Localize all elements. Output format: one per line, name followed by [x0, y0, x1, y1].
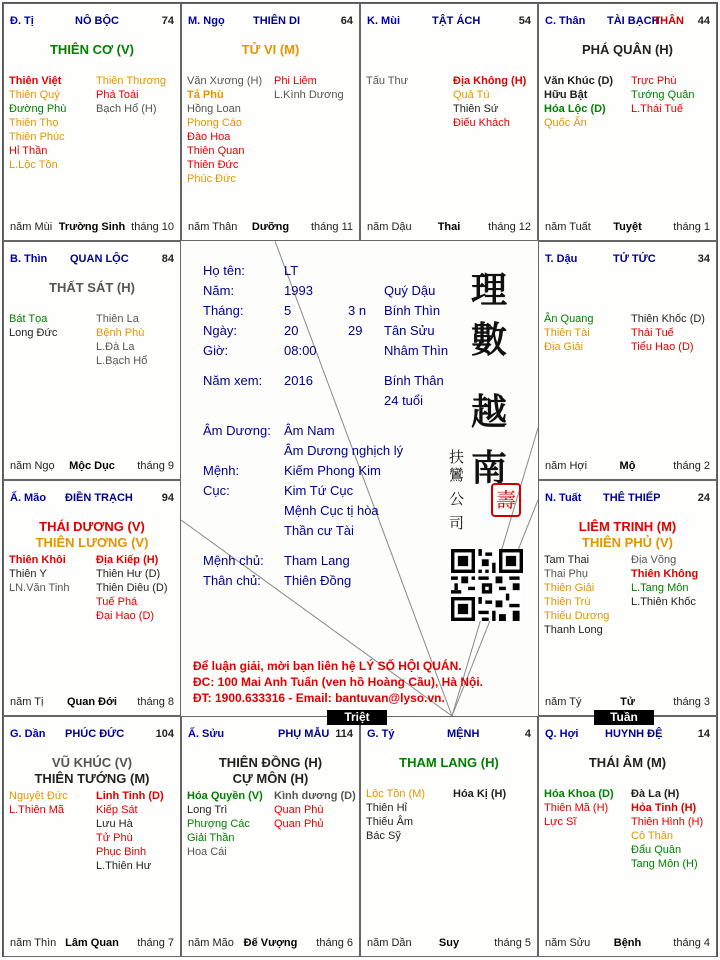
palace-ty	[360, 716, 538, 957]
palace-name: ĐIỀN TRẠCH	[65, 492, 133, 504]
minor-star: Địa Võng	[631, 554, 677, 566]
minor-star: Long Đức	[9, 327, 58, 339]
minor-star: Điếu Khách	[453, 117, 510, 129]
minor-stars-left	[9, 789, 68, 817]
minor-star: Đẩu Quân	[631, 844, 682, 856]
major-star: THÁI DƯƠNG (V)	[39, 519, 145, 534]
palace-year: năm Tị	[10, 696, 44, 708]
palace-name: TÀI BẠCH	[607, 15, 660, 27]
palace-footer	[188, 937, 353, 951]
minor-star: Bệnh Phù	[96, 327, 145, 339]
palace-month: tháng 11	[310, 221, 353, 233]
calligraphy-small-3: 公	[449, 490, 465, 508]
minor-star: Bạch Hổ (H)	[96, 103, 157, 115]
qr-code-icon[interactable]	[451, 549, 523, 621]
view-year-label: Năm xem:	[203, 373, 263, 388]
amduong-note: Âm Dương nghịch lý	[284, 443, 404, 458]
minor-star: Tử Phù	[96, 832, 133, 844]
minor-star: Đại Hao (D)	[96, 610, 155, 622]
palace-name: PHỤ MẪU	[278, 728, 330, 740]
palace-number: 34	[697, 253, 710, 265]
minor-star: Kiếp Sát	[96, 804, 138, 816]
palace-month: tháng 2	[673, 460, 710, 472]
age-value: 24 tuổi	[384, 393, 424, 408]
palace-number: 44	[697, 15, 710, 27]
than-chu-label: Thân chủ:	[203, 573, 261, 588]
minor-star: Thiên Giải	[544, 582, 595, 594]
red-seal-stamp: 壽	[491, 483, 521, 517]
minor-star: Trực Phù	[631, 75, 677, 87]
palace-stage: Đế Vượng	[243, 937, 298, 949]
palace-header	[10, 492, 174, 506]
palace-branch: Ấ. Sửu	[188, 728, 225, 740]
minor-stars-right	[274, 789, 356, 831]
minor-star: Thiên Quan	[187, 145, 245, 157]
palace-footer	[10, 937, 174, 951]
month-canchi: Bính Thìn	[384, 303, 441, 318]
major-star: THÁI ÂM (M)	[588, 755, 667, 770]
palace-stage: Trường Sinh	[58, 221, 126, 233]
minor-star: Thiên Y	[9, 568, 47, 580]
major-star: THIÊN TƯỚNG (M)	[34, 771, 150, 786]
palace-month: tháng 10	[131, 221, 174, 233]
minor-star: Hữu Bật	[544, 89, 588, 101]
contact-address: ĐC: 100 Mai Anh Tuấn (ven hồ Hoàng Cầu), Hà Nội.	[193, 675, 484, 689]
minor-stars-left	[9, 312, 57, 340]
minor-star: Phượng Các	[187, 818, 250, 830]
minor-star: Long Trì	[187, 804, 228, 816]
palace-header	[545, 253, 710, 267]
minor-star: Đào Hoa	[187, 131, 231, 143]
minor-star: Phong Cáo	[187, 117, 243, 129]
minor-star: Bát Tọa	[9, 313, 48, 325]
minor-star: Thiên Quý	[9, 89, 60, 101]
palace-stage: Tuyệt	[613, 221, 642, 233]
hour-canchi: Nhâm Thìn	[384, 343, 449, 358]
minor-star: Thiên Tài	[544, 327, 590, 339]
palace-footer	[188, 221, 353, 235]
palace-footer	[545, 937, 710, 951]
palace-number: 54	[518, 15, 531, 27]
palace-footer	[367, 221, 531, 235]
palace-footer	[545, 696, 710, 710]
major-star: THIÊN LƯƠNG (V)	[35, 535, 149, 550]
minor-stars-left	[544, 553, 609, 637]
palace-name: THIÊN DI	[253, 15, 301, 27]
minor-star: Hồng Loan	[187, 103, 241, 115]
minor-star: Phá Toái	[96, 89, 139, 101]
calligraphy-small-2: 鸞	[449, 466, 465, 484]
minor-star: Địa Giải	[544, 341, 584, 353]
cuc-value: Kim Tứ Cục	[284, 483, 354, 498]
major-star: PHÁ QUÂN (H)	[582, 42, 673, 57]
palace-number: 94	[161, 492, 174, 504]
palace-footer	[10, 460, 174, 474]
minor-star: Cô Thần	[631, 830, 673, 842]
minor-star: Quả Tú	[453, 89, 490, 101]
major-star: THAM LANG (H)	[399, 755, 499, 770]
palace-month: tháng 12	[488, 221, 531, 233]
palace-year: năm Ngọ	[10, 460, 55, 472]
minor-star: L.Thái Tuế	[631, 103, 683, 115]
minor-stars-left	[366, 74, 408, 88]
palace-year: năm Dậu	[367, 221, 412, 233]
minor-star: Tam Thai	[544, 554, 590, 566]
minor-star: Quan Phủ	[274, 818, 324, 830]
minor-star: Thiếu Âm	[366, 816, 414, 828]
palace-header	[188, 728, 353, 742]
minor-star: Giải Thần	[187, 832, 235, 844]
name-label: Họ tên:	[203, 263, 245, 278]
palace-branch: G. Tý	[367, 728, 395, 740]
minor-star: Tấu Thư	[366, 75, 409, 87]
day-label: Ngày:	[203, 323, 237, 338]
than-marker: THÂN	[653, 15, 684, 27]
month-note: 3 n	[348, 303, 367, 318]
minor-star: Quan Phù	[274, 804, 324, 816]
palace-stage: Suy	[438, 937, 460, 949]
minor-star: L.Tang Môn	[631, 582, 689, 594]
minor-star: L.Bạch Hổ	[96, 355, 148, 367]
than-cu-note: Thần cư Tài	[284, 523, 354, 538]
palace-month: tháng 1	[673, 221, 710, 233]
minor-star: Thiên Khôi	[9, 554, 66, 566]
palace-ngo	[181, 3, 360, 241]
palace-footer	[545, 460, 710, 474]
minor-stars-right	[631, 312, 705, 354]
major-star: TỬ VI (M)	[241, 42, 300, 57]
minor-star: Thiên Hình (H)	[631, 816, 704, 828]
minor-star: Đường Phù	[9, 103, 67, 115]
major-star: THIÊN CƠ (V)	[49, 42, 135, 57]
minor-star: L.Thiên Khốc	[631, 596, 696, 608]
palace-dau	[538, 241, 717, 480]
year-label: Năm:	[203, 283, 235, 298]
palace-name: QUAN LỘC	[70, 253, 129, 265]
minor-star: Ân Quang	[544, 313, 594, 325]
minor-stars-left	[9, 553, 70, 595]
minor-star: Lực Sĩ	[544, 816, 577, 828]
minor-star: L.Đà La	[96, 341, 135, 353]
minor-star: Địa Kiếp (H)	[96, 554, 159, 566]
palace-branch: K. Mùi	[367, 15, 400, 27]
minor-star: Thiên Sứ	[453, 103, 499, 115]
palace-year: năm Hợi	[545, 460, 588, 472]
minor-star: Tướng Quân	[631, 89, 695, 101]
palace-number: 64	[340, 15, 353, 27]
palace-number: 104	[155, 728, 174, 740]
palace-header	[545, 492, 710, 506]
month-value: 5	[284, 303, 292, 318]
minor-star: Thái Tuế	[631, 327, 674, 339]
palace-month: tháng 4	[673, 937, 710, 949]
minor-stars-left	[187, 789, 263, 859]
minor-star: Thiên Việt	[9, 75, 62, 87]
palace-year: năm Thìn	[10, 937, 57, 949]
minor-stars-left	[544, 74, 613, 130]
palace-header	[367, 728, 531, 742]
minor-star: Kình dương (D)	[274, 790, 356, 802]
palace-month: tháng 7	[137, 937, 174, 949]
palace-footer	[10, 696, 174, 710]
minor-star: Linh Tinh (D)	[96, 790, 164, 802]
minor-stars-left	[9, 74, 66, 172]
minor-star: Thiên Phúc	[9, 131, 65, 143]
minor-star: Thiên Thương	[96, 75, 167, 87]
palace-branch: T. Dậu	[545, 253, 578, 265]
minor-star: Thiên Mã (H)	[544, 802, 609, 814]
palace-name: MỆNH	[447, 728, 480, 740]
minor-star: Văn Khúc (D)	[544, 75, 614, 87]
minor-star: Đà La (H)	[631, 788, 680, 800]
menh-chu-value: Tham Lang	[284, 553, 350, 568]
center-info-panel	[181, 241, 538, 716]
palace-thin	[3, 241, 181, 480]
palace-footer	[367, 937, 531, 951]
palace-header	[10, 728, 174, 742]
palace-stage: Mộ	[619, 460, 636, 472]
minor-stars-left	[366, 787, 425, 843]
palace-branch: Đ. Tị	[10, 15, 34, 27]
palace-name: NÔ BỘC	[75, 15, 119, 27]
minor-star: LN.Văn Tinh	[9, 582, 70, 594]
minor-star: Thiên Hỉ	[366, 802, 407, 814]
palace-year: năm Thân	[188, 221, 238, 233]
major-star: THIÊN ĐỒNG (H)	[218, 755, 323, 770]
minor-star: Thiên Thọ	[9, 117, 59, 129]
palace-hoi	[538, 716, 717, 957]
palace-month: tháng 9	[137, 460, 174, 472]
minor-star: Hóa Lộc (D)	[544, 103, 606, 115]
palace-header	[188, 15, 353, 29]
minor-star: Thiên Đức	[187, 159, 239, 171]
minor-star: Địa Không (H)	[453, 75, 527, 87]
palace-suu	[181, 716, 360, 957]
palace-ti	[3, 3, 181, 241]
palace-stage: Quan Đới	[67, 696, 117, 708]
menh-value: Kiếm Phong Kim	[284, 463, 381, 478]
minor-star: L.Thiên Mã	[9, 804, 65, 816]
minor-stars-right	[274, 74, 344, 102]
palace-number: 114	[335, 728, 353, 740]
hour-value: 08:00	[284, 343, 317, 358]
minor-star: Hỏa Tinh (H)	[631, 802, 697, 814]
minor-stars-right	[453, 787, 506, 801]
calligraphy-1: 理	[471, 269, 508, 311]
view-year-value: 2016	[284, 373, 313, 388]
amduong-label: Âm Dương:	[203, 423, 271, 438]
minor-stars-left	[544, 312, 594, 354]
minor-star: Thanh Long	[544, 624, 603, 636]
palace-year: năm Mão	[188, 937, 234, 949]
palace-stage: Mộc Dục	[69, 460, 115, 472]
palace-year: năm Dần	[367, 937, 412, 949]
minor-star: Thiên Không	[631, 568, 699, 580]
minor-star: Bác Sỹ	[366, 830, 401, 842]
major-star: THẤT SÁT (H)	[49, 280, 135, 295]
major-star: THIÊN PHỦ (V)	[582, 535, 673, 550]
major-star: VŨ KHÚC (V)	[51, 755, 133, 770]
minor-star: Tang Môn (H)	[631, 858, 698, 870]
palace-stage: Tử	[620, 696, 635, 708]
palace-month: tháng 8	[137, 696, 174, 708]
palace-stage: Lâm Quan	[65, 937, 119, 949]
minor-stars-right	[453, 74, 526, 130]
contact-line-1: Để luận giải, mời bạn liên hệ LÝ SỐ HỘI QUÁN.	[193, 659, 462, 673]
palace-footer	[10, 221, 174, 235]
minor-star: Quốc Ấn	[544, 117, 587, 129]
year-canchi: Quý Dậu	[384, 283, 436, 298]
calligraphy-4: 南	[471, 447, 508, 489]
palace-name: PHÚC ĐỨC	[65, 728, 125, 740]
palace-branch: M. Ngọ	[188, 15, 225, 27]
palace-name: TỬ TỨC	[613, 253, 656, 265]
day-lunar: 29	[348, 323, 363, 338]
triet-tag: Triệt	[327, 710, 387, 725]
minor-star: Thiếu Dương	[544, 610, 610, 622]
minor-stars-left	[187, 74, 262, 186]
minor-star: Tả Phù	[187, 89, 224, 101]
contact-phone-email: ĐT: 1900.633316 - Email: bantuvan@lyso.vn.	[193, 691, 445, 705]
palace-stage: Bệnh	[613, 937, 642, 949]
palace-header	[545, 15, 710, 29]
minor-stars-right	[96, 789, 164, 873]
minor-star: Thiên Khốc (D)	[631, 313, 705, 325]
minor-stars-left	[544, 787, 614, 829]
calligraphy-2: 數	[471, 319, 508, 361]
day-value: 20	[284, 323, 299, 338]
menh-chu-label: Mệnh chủ:	[203, 553, 264, 568]
minor-star: Phúc Đức	[187, 173, 236, 185]
minor-stars-right	[96, 312, 147, 368]
palace-month: tháng 3	[673, 696, 710, 708]
than-chu-value: Thiên Đồng	[284, 573, 352, 588]
minor-star: Thiên La	[96, 313, 139, 325]
minor-star: Nguyệt Đức	[9, 790, 68, 802]
palace-than	[538, 3, 717, 241]
minor-stars-right	[631, 787, 703, 871]
palace-year: năm Sửu	[545, 937, 591, 949]
palace-branch: C. Thân	[545, 15, 586, 27]
minor-star: Hỉ Thần	[9, 145, 48, 157]
palace-stage: Thai	[437, 221, 461, 233]
palace-branch: B. Thìn	[10, 253, 48, 265]
minor-star: Tiểu Hao (D)	[631, 341, 694, 353]
major-star: LIÊM TRINH (M)	[578, 519, 677, 534]
cuc-note: Mệnh Cục tị hòa	[284, 503, 379, 518]
palace-number: 4	[524, 728, 531, 740]
palace-month: tháng 5	[494, 937, 531, 949]
month-label: Tháng:	[203, 303, 244, 318]
palace-branch: Q. Hợi	[545, 728, 579, 740]
palace-name: TẬT ÁCH	[432, 15, 481, 27]
palace-header	[10, 15, 174, 29]
minor-star: Thiên Hư (D)	[96, 568, 161, 580]
minor-stars-right	[631, 74, 695, 116]
palace-header	[10, 253, 174, 267]
minor-star: L.Kình Dương	[274, 89, 344, 101]
palace-year: năm Tý	[545, 696, 582, 708]
palace-number: 74	[161, 15, 174, 27]
palace-header	[367, 15, 531, 29]
minor-stars-right	[96, 74, 166, 116]
minor-star: Văn Xương (H)	[187, 75, 263, 87]
palace-month: tháng 6	[316, 937, 353, 949]
minor-star: Hóa Khoa (D)	[544, 788, 614, 800]
cuc-label: Cục:	[203, 483, 230, 498]
minor-star: L.Lộc Tồn	[9, 159, 58, 171]
palace-branch: G. Dần	[10, 728, 46, 740]
calligraphy-small-4: 司	[449, 514, 465, 532]
minor-star: Lộc Tồn (M)	[366, 788, 426, 800]
palace-mui	[360, 3, 538, 241]
minor-star: Lưu Hà	[96, 818, 133, 830]
name-value: LT	[284, 263, 299, 278]
major-star: CỰ MÔN (H)	[232, 771, 309, 786]
calligraphy-small-1: 扶	[449, 448, 465, 466]
palace-name: HUYNH ĐỆ	[605, 728, 663, 740]
minor-star: Hóa Quyền (V)	[187, 790, 263, 802]
minor-star: Phi Liêm	[274, 75, 317, 87]
tuan-tag: Tuần	[594, 710, 654, 725]
minor-star: Hoa Cái	[187, 846, 227, 858]
palace-number: 24	[697, 492, 710, 504]
minor-star: Tuế Phá	[96, 596, 138, 608]
menh-label: Mệnh:	[203, 463, 240, 478]
palace-footer	[545, 221, 710, 235]
palace-name: THÊ THIẾP	[603, 492, 661, 504]
minor-stars-right	[631, 553, 698, 609]
amduong-value: Âm Nam	[284, 423, 335, 438]
palace-branch: N. Tuất	[545, 492, 582, 504]
year-value: 1993	[284, 283, 313, 298]
minor-star: Thai Phụ	[544, 568, 589, 580]
palace-header	[545, 728, 710, 742]
minor-star: Thiên Diêu (D)	[96, 582, 168, 594]
palace-number: 14	[697, 728, 710, 740]
palace-year: năm Mùi	[10, 221, 53, 233]
palace-stage: Dưỡng	[251, 221, 290, 233]
calligraphy-3: 越	[471, 391, 508, 433]
view-year-canchi: Bính Thân	[384, 373, 444, 388]
minor-star: Thiên Trù	[544, 596, 591, 608]
palace-year: năm Tuất	[545, 221, 591, 233]
palace-number: 84	[161, 253, 174, 265]
day-canchi: Tân Sửu	[384, 323, 435, 338]
palace-tuat	[538, 480, 717, 716]
minor-star: Phục Binh	[96, 846, 147, 858]
hour-label: Giờ:	[203, 343, 229, 358]
palace-mao	[3, 480, 181, 716]
minor-star: L.Thiên Hư	[96, 860, 152, 872]
palace-branch: Ấ. Mão	[10, 492, 47, 504]
minor-star: Hóa Kị (H)	[453, 788, 507, 800]
palace-dan	[3, 716, 181, 957]
minor-stars-right	[96, 553, 168, 623]
